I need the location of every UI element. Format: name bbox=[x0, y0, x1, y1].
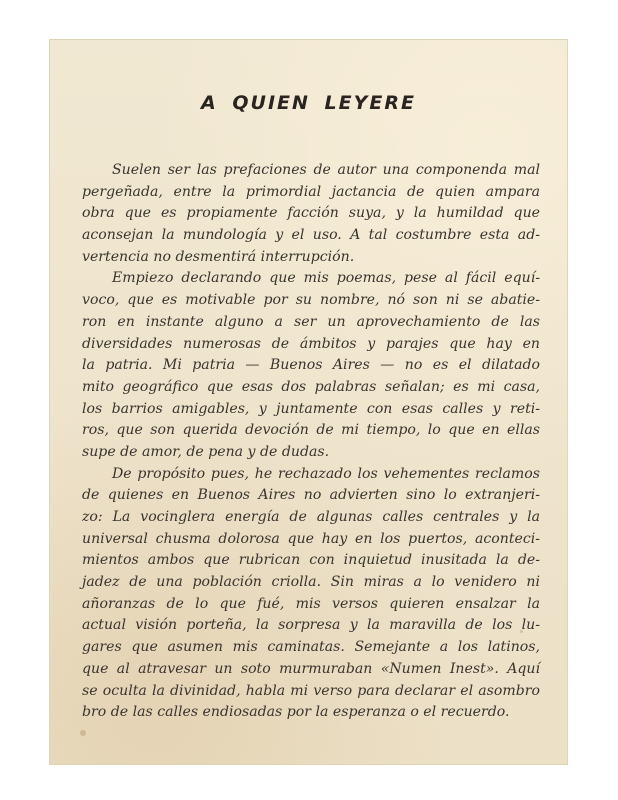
preface-text bbox=[82, 160, 540, 724]
text-line: vertencia no desmentirá interrupción. bbox=[82, 248, 355, 265]
text-line: bro de las calles endiosadas por la esperanza o el recuerdo. bbox=[82, 704, 510, 721]
text-line: diversidades numerosas de ámbitos y parajes que hay en bbox=[82, 335, 540, 352]
text-line: obra que es propiamente facción suya, y la humildad que bbox=[82, 205, 540, 222]
text-line: los barrios amigables, y juntamente con esas calles y reti- bbox=[82, 400, 541, 417]
text-line: universal chusma dolorosa que hay en los puertos, aconteci- bbox=[82, 530, 540, 547]
text-line: jadez de una población criolla. Sin miras a lo venidero ni bbox=[82, 574, 540, 591]
text-line: Empiezo declarando que mis poemas, pese al fácil equí- bbox=[112, 270, 540, 287]
text-line: gares que asumen mis caminatas. Semejante a los latinos, bbox=[82, 639, 541, 656]
text-line: mientos ambos que rubrican con inquietud inusitada la de- bbox=[82, 552, 540, 569]
text-line: la patria. Mi patria — Buenos Aires — no es el dilatado bbox=[82, 357, 540, 374]
text-line: de quienes en Buenos Aires no advierten sino lo extranjeri- bbox=[82, 487, 540, 504]
text-line: ros, que son querida devoción de mi tiempo, lo que en ellas bbox=[82, 422, 540, 439]
book-page bbox=[50, 40, 567, 764]
text-line: se oculta la divinidad, habla mi verso para declarar el asombro bbox=[82, 682, 540, 699]
text-line: ron en instante alguno a ser un aprovechamiento de las bbox=[82, 313, 540, 330]
text-line: que al atravesar un soto murmuraban «Numen Inest». Aquí bbox=[82, 660, 540, 677]
text-line: pergeñada, entre la primordial jactancia de quien ampara bbox=[82, 183, 540, 200]
text-line: De propósito pues, he rechazado los vehementes reclamos bbox=[112, 465, 540, 482]
text-line: aconsejan la mundología y el uso. A tal costumbre esta ad- bbox=[82, 227, 540, 244]
text-line: mito geográfico que esas dos palabras señalan; es mi casa, bbox=[82, 378, 540, 395]
text-line: voco, que es motivable por su nombre, nó son ni se abatie- bbox=[82, 292, 540, 309]
text-line: añoranzas de lo que fué, mis versos quieren ensalzar la bbox=[82, 595, 540, 612]
text-line: actual visión porteña, la sorpresa y la maravilla de los lu- bbox=[82, 617, 540, 634]
paper-stain bbox=[80, 730, 86, 736]
page-title: A QUIEN LEYERE bbox=[201, 92, 416, 114]
text-line: supe de amor, de pena y de dudas. bbox=[82, 443, 330, 460]
text-line: zo: La vocinglera energía de algunas calles centrales y la bbox=[82, 509, 540, 525]
text-line: Suelen ser las prefaciones de autor una componenda mal bbox=[112, 162, 540, 178]
